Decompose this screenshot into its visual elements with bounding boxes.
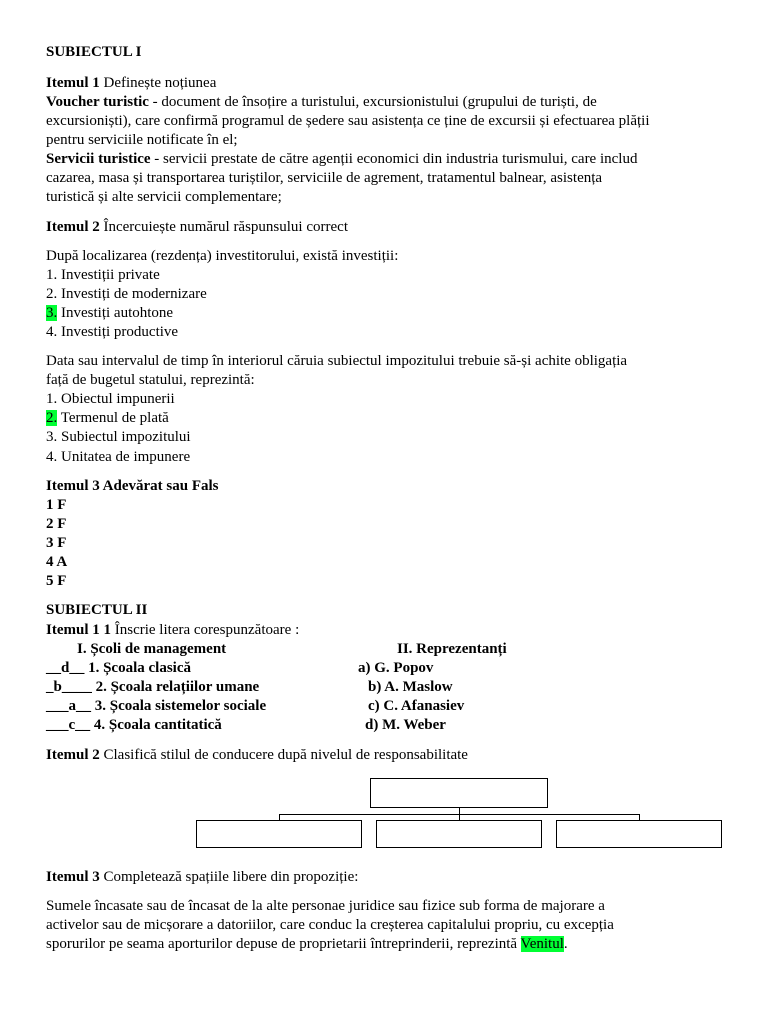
q1-option-2: 2. Investiți de modernizare: [46, 286, 207, 302]
fill-paragraph-line-3: sporurilor pe seama aporturilor depuse de proprietarii întreprinderii, reprezintă Venitul.: [46, 936, 568, 952]
match-row-2-left: _b____ 2. Școala relațiilor umane: [46, 679, 260, 695]
q2-option-2-selected: 2. Termenul de plată: [46, 410, 169, 426]
selected-answer-highlight: 3.: [46, 305, 58, 321]
item3-heading: Itemul 3 Adevărat sau Fals: [46, 478, 219, 494]
question-2-text-line-1: Data sau intervalul de timp în interiorul căruia subiectul impozitului trebuie să-și achite obligația: [46, 353, 628, 369]
q1-option-4: 4. Investiți productive: [46, 324, 179, 340]
q2-option-1: 1. Obiectul impunerii: [46, 391, 175, 407]
services-definition-line-3: turistică și alte servicii complementare;: [46, 189, 282, 205]
voucher-definition-line-3: pentru serviciile notificate în el;: [46, 132, 238, 148]
match-row-1-right: a) G. Popov: [358, 660, 434, 676]
section-1-title: SUBIECTUL I: [46, 44, 142, 60]
s2-item2-heading: Itemul 2 Clasifică stilul de conducere după nivelul de responsabilitate: [46, 747, 468, 763]
q2-option-3: 3. Subiectul impozitului: [46, 429, 191, 445]
q1-option-3-selected: 3. Investiți autohtone: [46, 305, 174, 321]
tf-answer-2: 2 F: [46, 516, 67, 532]
services-definition-line-2: cazarea, masa și transportarea turiștilor, serviciile de agrement, tratamentul balnear, asistența: [46, 170, 603, 186]
s2-item3-heading: Itemul 3 Completează spațiile libere din propoziție:: [46, 869, 359, 885]
fill-paragraph-line-2: activelor sau de micșorare a datoriilor, care conduc la creșterea capitalului propriu, cu excepția: [46, 917, 614, 933]
match-row-3-left: ___a__ 3. Școala sistemelor sociale: [46, 698, 267, 714]
match-row-4-right: d) M. Weber: [365, 717, 446, 733]
tf-answer-1: 1 F: [46, 497, 67, 513]
voucher-definition-line-2: excursioniști), care confirmă programul de ședere sau asistența ce ține de excursii și efectuarea plății: [46, 113, 650, 129]
diagram-root-box: [370, 778, 548, 808]
column-header-representatives: II. Reprezentanți: [397, 641, 507, 657]
fill-paragraph-line-1: Sumele încasate sau de încasat de la alte personae juridice sau fizice sub forma de majorare a: [46, 898, 605, 914]
diagram-child-box-2: [376, 820, 542, 848]
filled-answer-highlight: Venitul: [520, 936, 564, 952]
section-2-title: SUBIECTUL II: [46, 602, 148, 618]
item1-heading: Itemul 1 Definește noțiunea: [46, 75, 217, 91]
diagram-child-box-1: [196, 820, 362, 848]
question-2-text-line-2: față de bugetul statului, reprezintă:: [46, 372, 255, 388]
tf-answer-4: 4 A: [46, 554, 68, 570]
match-row-1-left: __d__ 1. Școala clasică: [46, 660, 191, 676]
diagram-child-box-3: [556, 820, 722, 848]
q2-option-4: 4. Unitatea de impunere: [46, 449, 191, 465]
match-row-4-left: ___c__ 4. Școala cantitatică: [46, 717, 222, 733]
match-row-3-right: c) C. Afanasiev: [368, 698, 465, 714]
selected-answer-highlight: 2.: [46, 410, 58, 426]
s2-item1-heading: Itemul 1 1 Înscrie litera corespunzătoare :: [46, 622, 300, 638]
voucher-definition-line-1: Voucher turistic - document de însoțire a turistului, excursionistului (grupului de turiști, de: [46, 94, 597, 110]
column-header-schools: I. Școli de management: [77, 641, 227, 657]
item2-heading: Itemul 2 Încercuiește numărul răspunsului correct: [46, 219, 348, 235]
q1-option-1: 1. Investiții private: [46, 267, 160, 283]
tf-answer-5: 5 F: [46, 573, 67, 589]
services-definition-line-1: Servicii turistice - servicii prestate de către agenții economici din industria turismului, care includ: [46, 151, 638, 167]
match-row-2-right: b) A. Maslow: [368, 679, 453, 695]
question-1-text: După localizarea (rezdența) investitorului, există investiții:: [46, 248, 399, 264]
diagram-connector: [279, 814, 639, 815]
tf-answer-3: 3 F: [46, 535, 67, 551]
